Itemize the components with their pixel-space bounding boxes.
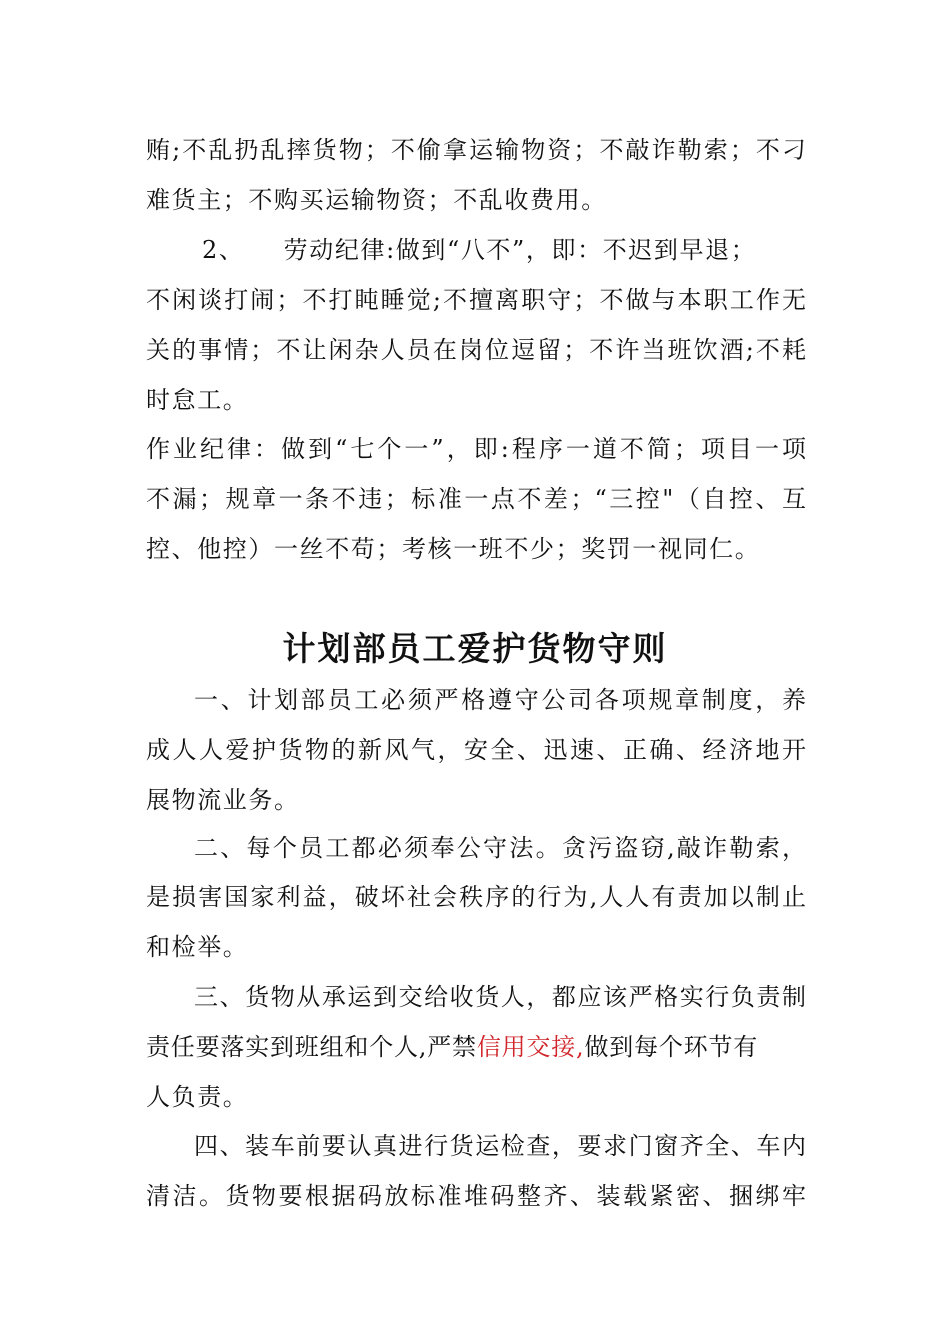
text-line: 作业纪律：做到“七个一”，即:程序一道不简；项目一项	[146, 435, 806, 463]
text-line: 一、计划部员工必须严格遵守公司各项规章制度，养	[194, 686, 806, 714]
text-line: 是损害国家利益，破坏社会秩序的行为,人人有责加以制止	[146, 883, 806, 911]
section-title: 计划部员工爱护货物守则	[282, 629, 668, 668]
text-line: 2、 劳动纪律:做到“八不”，即：不迟到早退；	[202, 236, 757, 264]
text-line: 时怠工。	[146, 386, 249, 414]
text-segment: 做到每个环节有	[584, 1033, 759, 1061]
highlighted-text: 信用交接,	[476, 1033, 585, 1061]
text-line: 贿;不乱扔乱摔货物；不偷拿运输物资；不敲诈勒索；不刁	[146, 136, 806, 164]
text-line: 三、货物从承运到交给收货人，都应该严格实行负责制	[194, 983, 806, 1011]
text-line: 难货主；不购买运输物资；不乱收费用。	[146, 186, 607, 214]
text-line: 不闲谈打闹；不打盹睡觉;不擅离职守；不做与本职工作无	[146, 286, 806, 314]
text-line: 展物流业务。	[146, 786, 300, 814]
text-line: 成人人爱护货物的新风气，安全、迅速、正确、经济地开	[146, 736, 806, 764]
text-line: 人负责。	[146, 1083, 249, 1111]
text-line: 清洁。货物要根据码放标准堆码整齐、装载紧密、捆绑牢	[146, 1182, 806, 1210]
text-segment: 责任要落实到班组和个人,严禁	[146, 1033, 477, 1061]
text-line: 和检举。	[146, 933, 249, 961]
text-line	[146, 1032, 806, 1062]
text-line: 四、装车前要认真进行货运检查，要求门窗齐全、车内	[194, 1132, 806, 1160]
text-line: 控、他控）一丝不苟；考核一班不少；奖罚一视同仁。	[146, 535, 761, 563]
text-line: 不漏；规章一条不违；标准一点不差；“三控"（自控、互	[146, 485, 806, 513]
text-line: 关的事情；不让闲杂人员在岗位逗留；不许当班饮酒;不耗	[146, 336, 806, 364]
text-line: 二、每个员工都必须奉公守法。贪污盗窃,敲诈勒索，	[194, 834, 806, 862]
